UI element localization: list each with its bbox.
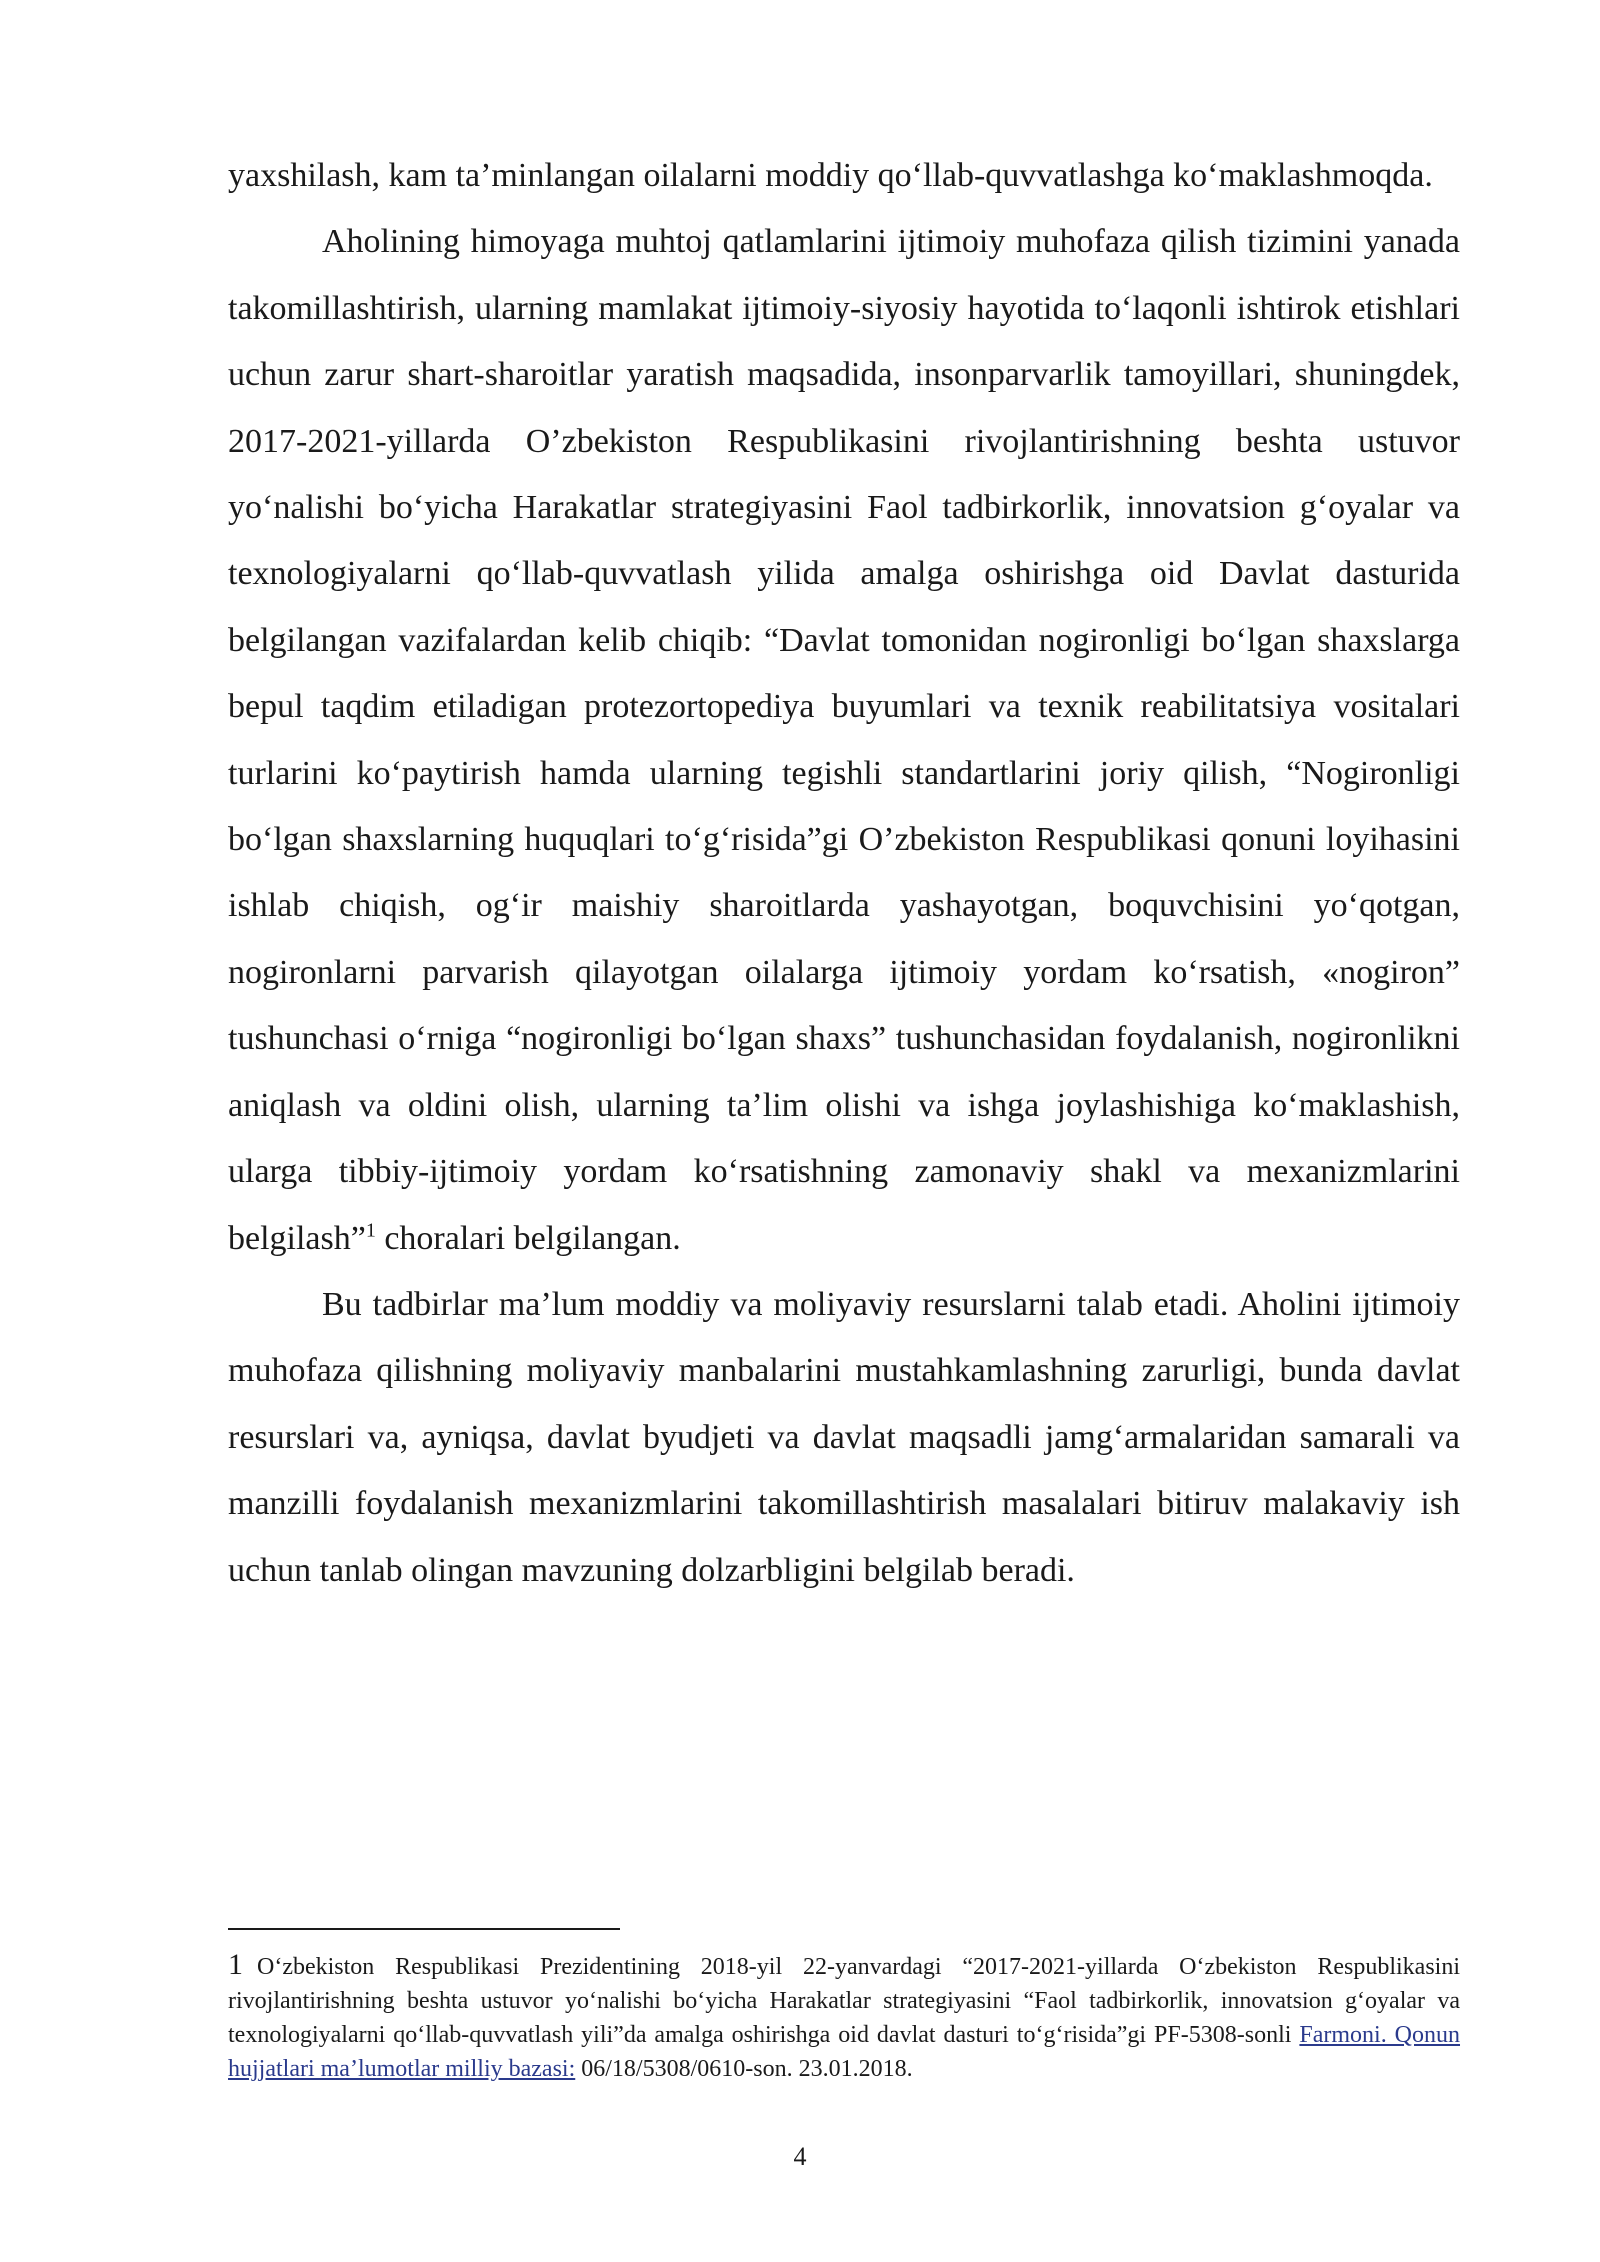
paragraph-program-goals — [228, 209, 1460, 1272]
paragraph-relevance: Bu tadbirlar ma’lum moddiy va moliyaviy resurslarni talab etadi. Aholini ijtimoiy muhofaza qilishning moliyaviy manbalarini mustahkamlashning zarurligi, bunda davlat resurslari va, ayniqsa, davlat byudjeti va davlat maqsadli jamg‘armalaridan samarali va manzilli foydalanish mexanizmlarini takomillashtirish masalalari bitiruv malakaviy ish uchun tanlab olingan mavzuning dolzarbligini belgilab beradi. — [228, 1285, 1460, 1589]
footnote — [228, 1948, 1460, 2086]
footnote-text: O‘zbekiston Respublikasi Prezidentining 2018-yil 22-yanvardagi “2017-2021-yillarda O‘zbekiston Respublikasini rivojlantirishning beshta ustuvor yo‘nalishi bo‘yicha Harakatlar strategiyasini “Faol tadbirkorlik, innovatsion g‘oyalar va texnologiyalarni qo‘llab-quvvatlash yili”da amalga oshirishga oid davlat dasturi to‘g‘risida”gi PF-5308-sonli — [228, 1954, 1460, 2048]
paragraph-continuation: yaxshilash, kam ta’minlangan oilalarni moddiy qo‘llab-quvvatlashga ko‘maklashmoqda. — [228, 157, 1433, 194]
paragraph-program-goals-text: Aholining himoyaga muhtoj qatlamlarini ijtimoiy muhofaza qilish tizimini yanada takomillashtirish, ularning mamlakat ijtimoiy-siyosiy hayotida to‘laqonli ishtirok etishlari uchun zarur shart-sharoitlar yaratish maqsadida, insonparvarlik tamoyillari, shuningdek, 2017-2021-yillarda O’zbekiston Respublikasini rivojlantirishning beshta ustuvor yo‘nalishi bo‘yicha Harakatlar strategiyasini Faol tadbirkorlik, innovatsion g‘oyalar va texnologiyalarni qo‘llab-quvvatlash yilida amalga oshirishga oid Davlat dasturida belgilangan vazifalardan kelib chiqib: “Davlat tomonidan nogironligi bo‘lgan shaxslarga bepul taqdim etiladigan protezortopediya buyumlari va texnik reabilitatsiya vositalari turlarini ko‘paytirish hamda ularning tegishli standartlarini joriy qilish, “Nogironligi bo‘lgan shaxslarning huquqlari to‘g‘risida”gi O’zbekiston Respublikasi qonuni loyihasini ishlab chiqish, og‘ir maishiy sharoitlarda yashayotgan, boquvchisini yo‘qotgan, nogironlarni parvarish qilayotgan oilalarga ijtimoiy yordam ko‘rsatish, «nogiron” tushunchasi o‘rniga “nogironligi bo‘lgan shaxs” tushunchasidan foydalanish, nogironlikni aniqlash va oldini olish, ularning ta’lim olishi va ishga joylashishiga ko‘maklashish, ularga tibbiy-ijtimoiy yordam ko‘rsatishning zamonaviy shakl va mexanizmlarini belgilash” — [228, 223, 1460, 1257]
footnote-link[interactable]: Farmoni. Qonun hujjatlari ma’lumotlar milliy bazasi: — [228, 2022, 1461, 2082]
footnote-reference[interactable]: 1 — [365, 1219, 376, 1242]
body-text — [228, 143, 1460, 1604]
page-number: 4 — [793, 2142, 807, 2171]
footnote-separator — [228, 1928, 620, 1930]
paragraph-program-goals-tail: choralari belgilangan. — [384, 1219, 681, 1257]
footnote-number: 1 — [228, 1948, 243, 1981]
footnote-tail: 06/18/5308/0610-son. 23.01.2018. — [581, 2056, 913, 2082]
